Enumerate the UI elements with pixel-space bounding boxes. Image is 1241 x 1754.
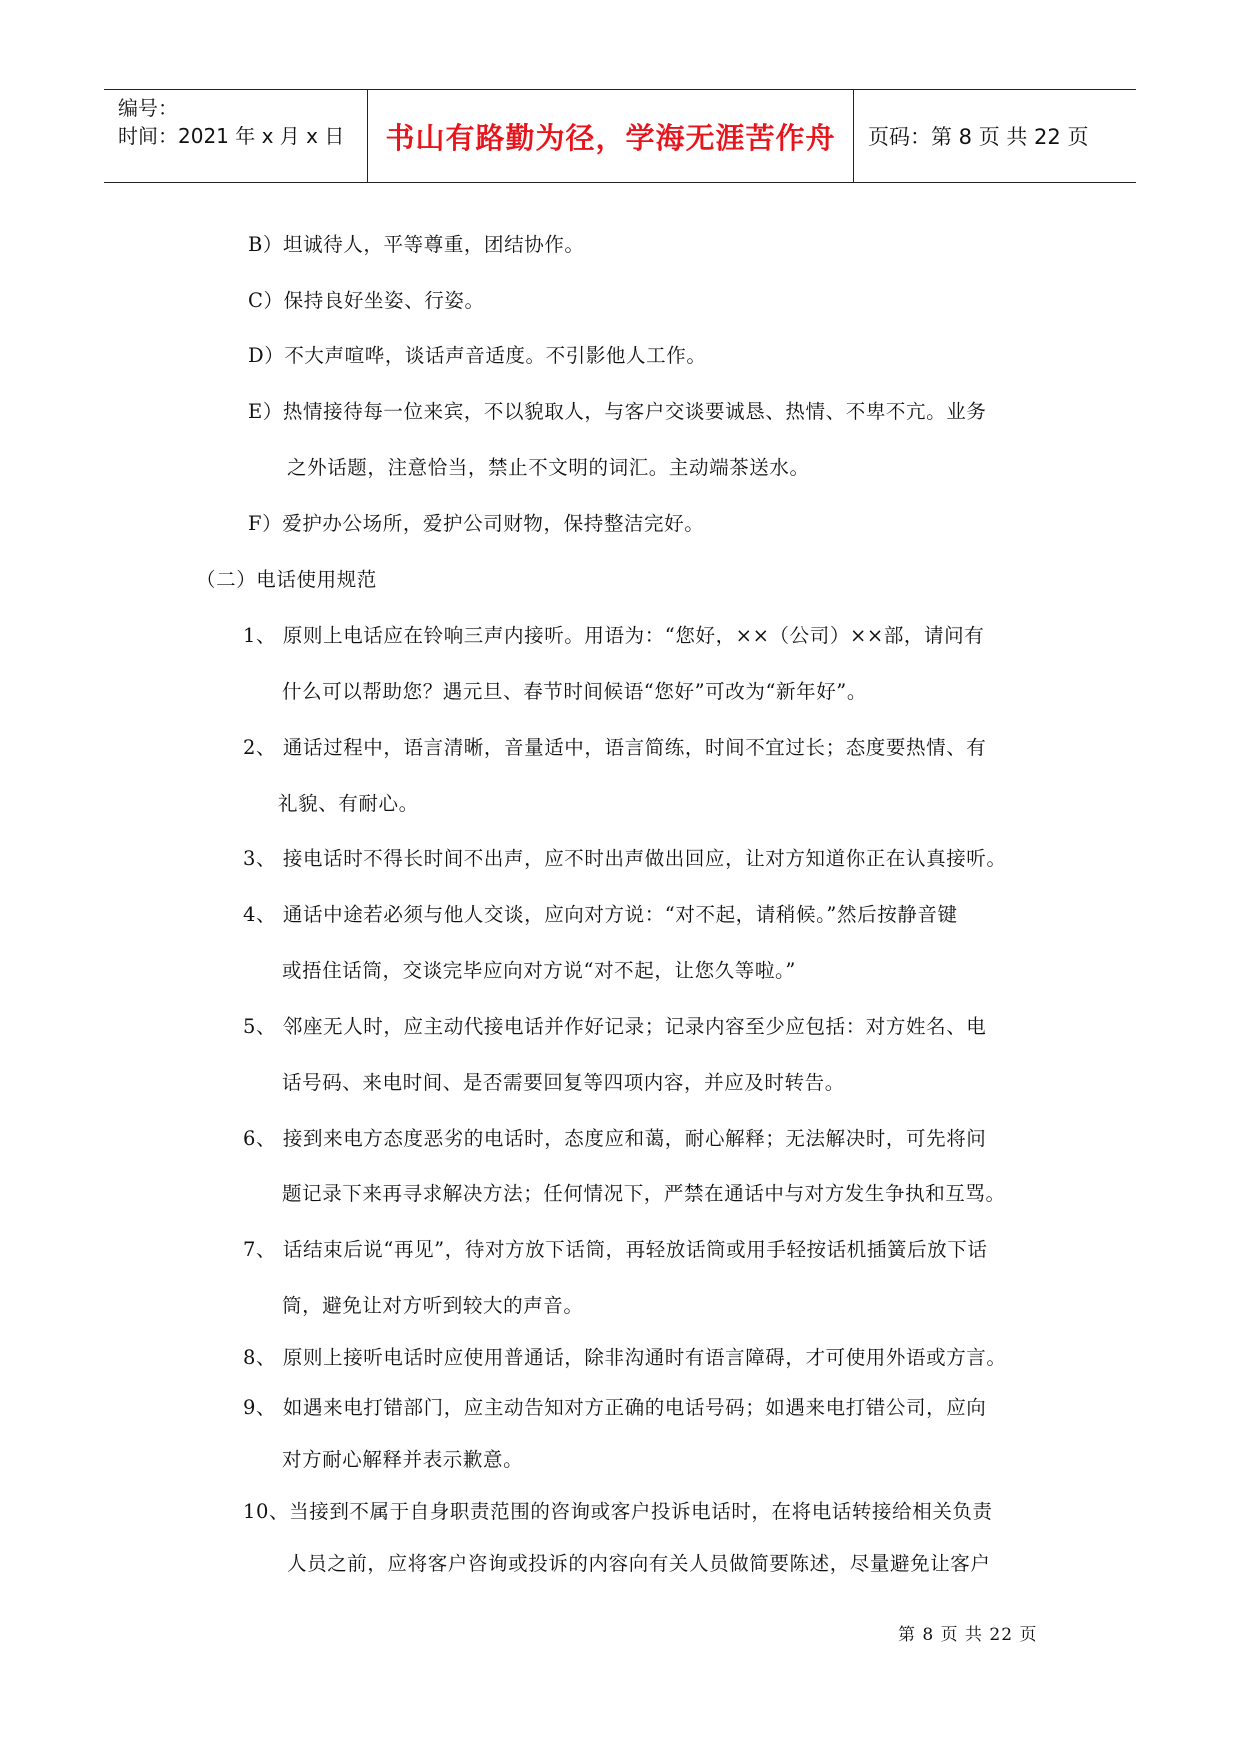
text-line: 对方耐心解释并表示歉意。: [282, 1448, 524, 1471]
text-line: 1、 原则上电话应在铃响三声内接听。用语为：“您好，××（公司）××部，请问有: [243, 624, 985, 647]
document-time-label: 时间：2021 年 x 月 x 日: [118, 124, 345, 148]
document-number-label: 编号：: [118, 96, 178, 120]
header-page-number: 页码：第 8 页 共 22 页: [868, 125, 1089, 149]
footer-page-number: 第 8 页 共 22 页: [898, 1625, 1038, 1645]
text-line: 6、 接到来电方态度恶劣的电话时，态度应和蔼，耐心解释；无法解决时，可先将问: [243, 1127, 987, 1150]
text-line: 3、 接电话时不得长时间不出声，应不时出声做出回应，让对方知道你正在认真接听。: [243, 847, 1007, 870]
text-line: 人员之前，应将客户咨询或投诉的内容向有关人员做简要陈述，尽量避免让客户: [287, 1552, 991, 1575]
text-line: 什么可以帮助您？遇元旦、春节时间候语“您好”可改为“新年好”。: [282, 680, 867, 703]
header-meta: [118, 94, 358, 150]
section-heading: （二）电话使用规范: [196, 568, 377, 591]
text-line: 10、当接到不属于自身职责范围的咨询或客户投诉电话时，在将电话转接给相关负责: [243, 1500, 993, 1523]
text-line: C）保持良好坐姿、行姿。: [248, 289, 485, 312]
text-line: 或捂住话筒，交谈完毕应向对方说“对不起，让您久等啦。”: [282, 959, 796, 982]
text-line: F）爱护办公场所，爱护公司财物，保持整洁完好。: [248, 512, 705, 535]
text-line: 之外话题，注意恰当，禁止不文明的词汇。主动端茶送水。: [287, 456, 810, 479]
text-line: 8、 原则上接听电话时应使用普通话，除非沟通时有语言障碍，才可使用外语或方言。: [243, 1346, 1007, 1369]
text-line: 礼貌、有耐心。: [278, 792, 419, 815]
text-line: 7、 话结束后说“再见”，待对方放下话筒，再轻放话筒或用手轻按话机插簧后放下话: [243, 1238, 988, 1261]
text-line: 话号码、来电时间、是否需要回复等四项内容，并应及时转告。: [282, 1071, 845, 1094]
text-line: 题记录下来再寻求解决方法；任何情况下，严禁在通话中与对方发生争执和互骂。: [282, 1182, 1006, 1205]
text-line: 筒，避免让对方听到较大的声音。: [282, 1294, 584, 1317]
text-line: E）热情接待每一位来宾，不以貌取人，与客户交谈要诚恳、热情、不卑不亢。业务: [248, 400, 987, 423]
text-line: 9、 如遇来电打错部门，应主动告知对方正确的电话号码；如遇来电打错公司，应向: [243, 1396, 987, 1419]
text-line: 5、 邻座无人时，应主动代接电话并作好记录；记录内容至少应包括：对方姓名、电: [243, 1015, 987, 1038]
page-header: [104, 89, 1136, 183]
text-line: 2、 通话过程中，语言清晰，音量适中，语言简练，时间不宜过长；态度要热情、有: [243, 736, 987, 759]
text-line: 4、 通话中途若必须与他人交谈，应向对方说：“对不起，请稍候。”然后按静音键: [243, 903, 958, 926]
text-line: B）坦诚待人，平等尊重，团结协作。: [248, 233, 585, 256]
text-line: D）不大声喧哗，谈话声音适度。不引影他人工作。: [248, 344, 707, 367]
header-divider: [853, 90, 854, 182]
header-motto: 书山有路勤为径，学海无涯苦作舟: [385, 120, 836, 155]
